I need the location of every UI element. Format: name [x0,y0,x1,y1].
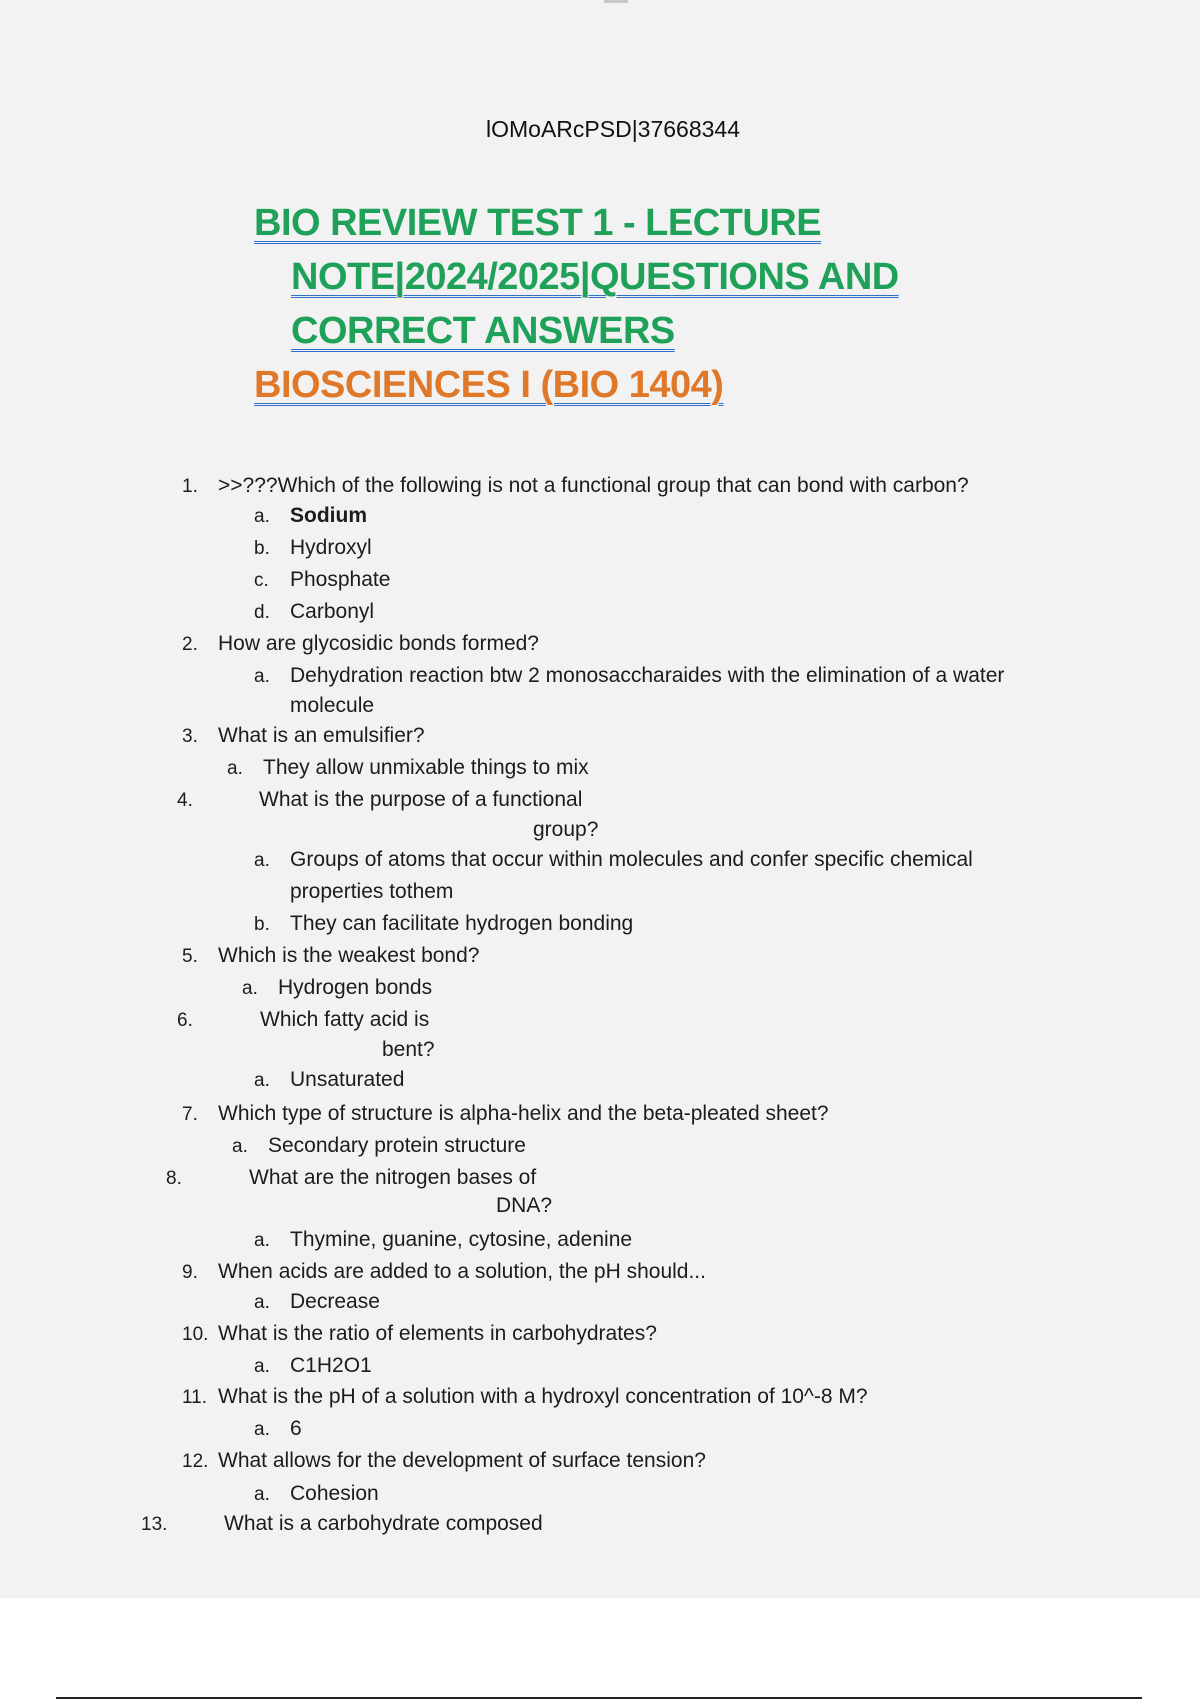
answer-text: They can facilitate hydrogen bonding [290,912,634,935]
question-text: Which is the weakest bond? [218,944,480,967]
question-text: Which fatty acid is [260,1008,430,1031]
question-number: 3. [182,726,198,747]
question-text: Which type of structure is alpha-helix and the beta-pleated sheet? [218,1102,829,1125]
question-text: What is a carbohydrate composed [224,1512,543,1535]
answer-text: Carbonyl [290,600,375,623]
question-number: 6. [177,1010,193,1031]
answer-text: Secondary protein structure [268,1134,526,1157]
title-line-1: BIO REVIEW TEST 1 - LECTURE [254,202,822,244]
question-text-continued: group? [533,818,599,841]
answer-letter: d. [254,602,270,623]
answer-letter: a. [242,978,258,999]
question-text: What is the pH of a solution with a hydroxyl concentration of 10^-8 M? [218,1385,868,1408]
answer-text: Unsaturated [290,1068,405,1091]
answer-letter: a. [254,666,270,687]
question-text: When acids are added to a solution, the pH should... [218,1260,706,1283]
footer-divider [56,1697,1142,1699]
question-number: 8. [166,1168,182,1189]
answer-text: Dehydration reaction btw 2 monosaccharaides with the elimination of a water [290,664,1005,687]
answer-text: Decrease [290,1290,380,1313]
answer-text-continued: properties tothem [290,880,454,903]
answer-letter: b. [254,538,270,559]
question-text-continued: DNA? [496,1194,553,1217]
title-line-3: CORRECT ANSWERS [291,310,675,352]
answer-text: Groups of atoms that occur within molecules and confer specific chemical [290,848,973,871]
document-id: lOMoARcPSD|37668344 [486,116,740,142]
question-text: What are the nitrogen bases of [249,1166,537,1189]
question-number: 4. [177,790,193,811]
answer-text: C1H2O1 [290,1354,372,1377]
answer-text: Phosphate [290,568,391,591]
question-text: How are glycosidic bonds formed? [218,632,539,655]
answer-letter: a. [254,1070,270,1091]
answer-letter: a. [254,1419,270,1440]
answer-text: They allow unmixable things to mix [263,756,589,779]
question-text: >>???Which of the following is not a functional group that can bond with carbon? [218,474,969,497]
answer-letter: a. [227,758,243,779]
question-number: 11. [182,1387,208,1408]
answer-letter: a. [254,850,270,871]
answer-text-continued: molecule [290,694,375,717]
question-text: What is the purpose of a functional [259,788,583,811]
question-text: What allows for the development of surface tension? [218,1449,706,1472]
page-top-mark [604,0,628,3]
answer-letter: a. [254,1292,270,1313]
answer-letter: a. [254,1230,270,1251]
answer-text: Hydrogen bonds [278,976,433,999]
question-text-continued: bent? [382,1038,435,1061]
question-number: 5. [182,946,198,967]
course-subtitle: BIOSCIENCES I (BIO 1404) [254,364,724,406]
answer-letter: a. [254,1484,270,1505]
question-number: 9. [182,1262,198,1283]
answer-letter: b. [254,914,270,935]
answer-letter: a. [254,1356,270,1377]
answer-letter: a. [232,1136,248,1157]
question-number: 7. [182,1104,198,1125]
question-number: 13. [141,1514,168,1535]
answer-text: 6 [290,1417,302,1440]
question-number: 1. [182,476,198,497]
answer-letter: a. [254,506,270,527]
question-number: 12. [182,1451,209,1472]
question-number: 10. [182,1324,209,1345]
answer-letter: c. [254,570,269,591]
question-number: 2. [182,634,198,655]
answer-text: Cohesion [290,1482,379,1505]
answer-text: Thymine, guanine, cytosine, adenine [290,1228,633,1251]
answer-text: Sodium [290,504,367,527]
question-text: What is the ratio of elements in carbohydrates? [218,1322,657,1345]
question-text: What is an emulsifier? [218,724,425,747]
title-line-2: NOTE|2024/2025|QUESTIONS AND [291,256,899,298]
answer-text: Hydroxyl [290,536,372,559]
